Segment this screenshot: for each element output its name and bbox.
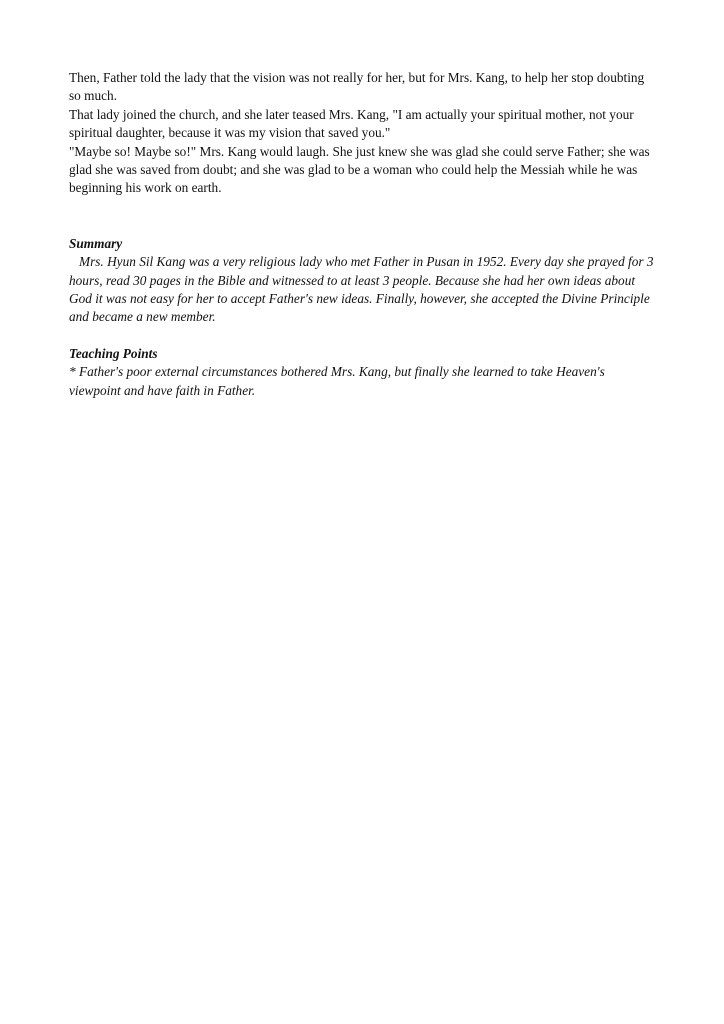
teaching-points-section [69,345,655,400]
summary-heading: Summary [69,235,123,251]
spacer [69,198,655,235]
teaching-points-heading: Teaching Points [69,345,158,361]
page-content [69,69,655,400]
teaching-points-text: * Father's poor external circumstances bothered Mrs. Kang, but finally she learned to take Heaven's viewpoint and have faith in Father. [69,364,605,398]
body-paragraph-spiritual-mother: That lady joined the church, and she later teased Mrs. Kang, "I am actually your spiritual mother, not your spiritual daughter, because it was my vision that saved you." [69,106,634,141]
body-paragraph-maybe-so: "Maybe so! Maybe so!" Mrs. Kang would laugh. She just knew she was glad she could serve Father; she was glad she was saved from doubt; and she was glad to be a woman who could help the Messiah while he was beginning his work on earth. [69,143,650,196]
summary-text: Mrs. Hyun Sil Kang was a very religious lady who met Father in Pusan in 1952. Every day she prayed for 3 hours, read 30 pages in the Bible and witnessed to at least 3 people. Because she had her own ideas about God it was not easy for her to accept Father's new ideas. Finally, however, she accepted the Divine Principle and became a new member. [69,254,654,325]
body-paragraph-vision: Then, Father told the lady that the vision was not really for her, but for Mrs. Kang, to help her stop doubting so much. [69,70,645,104]
spacer [69,327,655,345]
summary-section [69,235,655,327]
